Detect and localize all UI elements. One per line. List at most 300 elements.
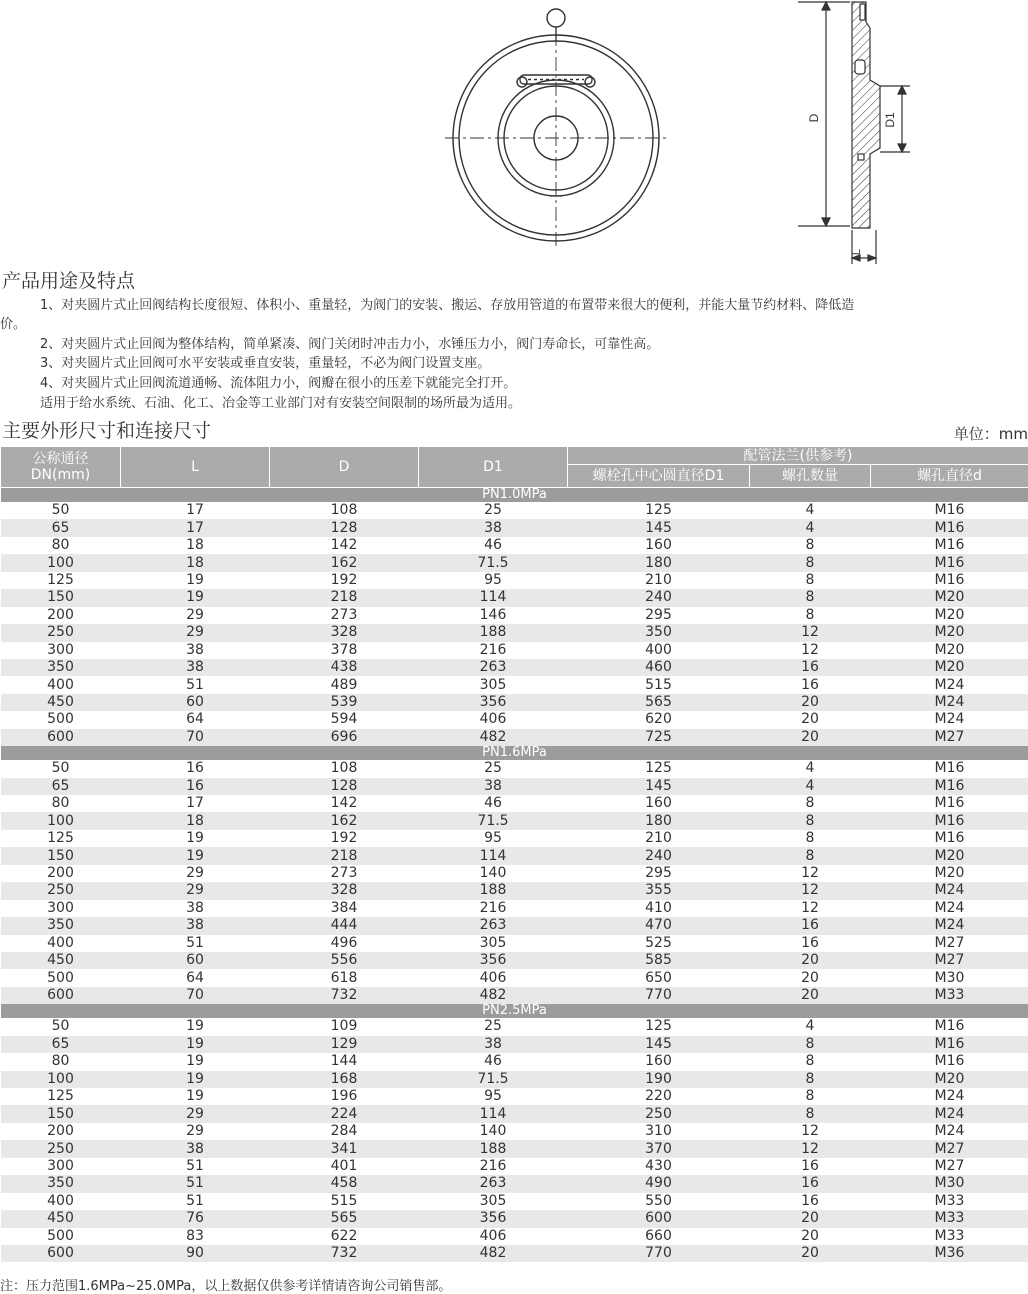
- table-cell: 384: [270, 900, 419, 917]
- table-cell: 400: [1, 676, 121, 693]
- table-cell: M36: [871, 1245, 1028, 1262]
- table-row: [1, 554, 1028, 571]
- header-d: D: [270, 447, 419, 488]
- pressure-group-label: PN1.0MPa: [1, 488, 1028, 503]
- table-cell: 594: [270, 711, 419, 728]
- table-cell: 8: [750, 1088, 871, 1105]
- table-cell: 8: [750, 1105, 871, 1122]
- table-cell: 150: [1, 847, 121, 864]
- table-cell: 51: [121, 1158, 270, 1175]
- table-cell: 100: [1, 812, 121, 829]
- table-cell: M27: [871, 952, 1028, 969]
- table-cell: 350: [1, 659, 121, 676]
- table-cell: 29: [121, 1105, 270, 1122]
- table-row: [1, 900, 1028, 917]
- table-cell: M20: [871, 847, 1028, 864]
- table-cell: 65: [1, 778, 121, 795]
- footnote: 注：压力范围1.6MPa~25.0MPa，以上数据仅供参考详情请咨询公司销售部。: [0, 1275, 451, 1294]
- table-cell: 350: [1, 1175, 121, 1192]
- table-cell: 76: [121, 1210, 270, 1227]
- table-cell: 192: [270, 830, 419, 847]
- table-cell: 38: [419, 1036, 568, 1053]
- table-cell: 305: [419, 676, 568, 693]
- usage-p1: 1、对夹圆片式止回阀结构长度很短、体积小、重量轻，为阀门的安装、搬运、存放用管道的布置带来很大的便利，并能大量节约材料、降低造: [40, 297, 854, 315]
- table-cell: 400: [1, 935, 121, 952]
- table-row: [1, 659, 1028, 676]
- table-cell: 300: [1, 900, 121, 917]
- table-cell: 60: [121, 694, 270, 711]
- table-cell: 378: [270, 642, 419, 659]
- table-row: [1, 987, 1028, 1004]
- table-row: [1, 935, 1028, 952]
- table-cell: 38: [121, 1140, 270, 1157]
- table-row: [1, 537, 1028, 554]
- table-cell: 25: [419, 760, 568, 777]
- table-cell: 444: [270, 917, 419, 934]
- table-cell: 125: [568, 502, 750, 519]
- table-cell: 539: [270, 694, 419, 711]
- table-cell: 145: [568, 778, 750, 795]
- table-cell: 38: [121, 917, 270, 934]
- usage-p3: 3、对夹圆片式止回阀可水平安装或垂直安装，重量轻，不必为阀门设置支座。: [40, 355, 490, 373]
- table-cell: 370: [568, 1140, 750, 1157]
- table-cell: 142: [270, 795, 419, 812]
- table-cell: 482: [419, 987, 568, 1004]
- table-cell: M24: [871, 711, 1028, 728]
- table-cell: M24: [871, 1105, 1028, 1122]
- table-cell: 450: [1, 952, 121, 969]
- label-l: L: [851, 249, 863, 255]
- table-cell: 341: [270, 1140, 419, 1157]
- table-cell: 160: [568, 795, 750, 812]
- header-dn: [1, 447, 121, 488]
- pressure-group-label: PN1.6MPa: [1, 746, 1028, 760]
- pressure-group-label: PN2.5MPa: [1, 1004, 1028, 1018]
- table-cell: 240: [568, 589, 750, 606]
- table-cell: 162: [270, 812, 419, 829]
- table-cell: M20: [871, 865, 1028, 882]
- table-cell: 19: [121, 847, 270, 864]
- table-cell: M16: [871, 554, 1028, 571]
- table-row: [1, 1210, 1028, 1227]
- table-cell: M24: [871, 1123, 1028, 1140]
- table-cell: 460: [568, 659, 750, 676]
- table-cell: 16: [750, 659, 871, 676]
- table-row: [1, 1036, 1028, 1053]
- table-cell: 8: [750, 1053, 871, 1070]
- table-cell: 109: [270, 1018, 419, 1035]
- side-view: [798, 2, 910, 264]
- label-d: D: [807, 113, 821, 122]
- table-cell: 284: [270, 1123, 419, 1140]
- table-cell: 16: [750, 1175, 871, 1192]
- table-row: [1, 1018, 1028, 1035]
- table-cell: 356: [419, 694, 568, 711]
- table-cell: 263: [419, 1175, 568, 1192]
- table-cell: 16: [750, 917, 871, 934]
- table-row: [1, 969, 1028, 986]
- table-row: [1, 1245, 1028, 1262]
- table-cell: 95: [419, 572, 568, 589]
- table-cell: 650: [568, 969, 750, 986]
- table-cell: 20: [750, 711, 871, 728]
- table-cell: 618: [270, 969, 419, 986]
- table-cell: 29: [121, 1123, 270, 1140]
- header-flange: 配管法兰(供参考): [568, 447, 1028, 465]
- table-cell: 8: [750, 847, 871, 864]
- table-cell: 29: [121, 624, 270, 641]
- table-cell: M33: [871, 1193, 1028, 1210]
- table-cell: 220: [568, 1088, 750, 1105]
- table-cell: 20: [750, 694, 871, 711]
- table-cell: 4: [750, 519, 871, 536]
- table-cell: 196: [270, 1088, 419, 1105]
- table-cell: 515: [568, 676, 750, 693]
- table-cell: 38: [419, 519, 568, 536]
- table-cell: 4: [750, 778, 871, 795]
- table-cell: 12: [750, 1140, 871, 1157]
- table-cell: M20: [871, 607, 1028, 624]
- table-cell: 406: [419, 969, 568, 986]
- table-cell: 70: [121, 729, 270, 746]
- table-cell: 458: [270, 1175, 419, 1192]
- table-row: [1, 778, 1028, 795]
- table-cell: 4: [750, 760, 871, 777]
- table-cell: 295: [568, 607, 750, 624]
- valve-technical-drawing: [0, 0, 1028, 268]
- table-row: [1, 1053, 1028, 1070]
- table-cell: 51: [121, 1175, 270, 1192]
- table-cell: M30: [871, 1175, 1028, 1192]
- table-cell: 188: [419, 624, 568, 641]
- table-cell: 240: [568, 847, 750, 864]
- dims-title: 主要外形尺寸和连接尺寸: [2, 420, 211, 442]
- table-cell: 216: [419, 900, 568, 917]
- table-cell: 401: [270, 1158, 419, 1175]
- table-cell: M24: [871, 900, 1028, 917]
- table-cell: 18: [121, 812, 270, 829]
- table-cell: 46: [419, 795, 568, 812]
- table-cell: M16: [871, 537, 1028, 554]
- table-cell: 20: [750, 969, 871, 986]
- table-cell: 585: [568, 952, 750, 969]
- table-cell: M24: [871, 917, 1028, 934]
- table-cell: 125: [568, 760, 750, 777]
- table-cell: M20: [871, 1071, 1028, 1088]
- table-cell: M20: [871, 659, 1028, 676]
- table-cell: 4: [750, 1018, 871, 1035]
- table-cell: 725: [568, 729, 750, 746]
- table-row: [1, 1105, 1028, 1122]
- table-cell: 4: [750, 502, 871, 519]
- table-cell: 300: [1, 1158, 121, 1175]
- table-cell: 350: [1, 917, 121, 934]
- table-cell: 144: [270, 1053, 419, 1070]
- table-cell: 273: [270, 607, 419, 624]
- table-cell: 51: [121, 676, 270, 693]
- table-cell: 450: [1, 694, 121, 711]
- table-cell: 500: [1, 969, 121, 986]
- table-cell: 16: [750, 935, 871, 952]
- table-cell: 770: [568, 987, 750, 1004]
- table-cell: 550: [568, 1193, 750, 1210]
- table-cell: M20: [871, 624, 1028, 641]
- table-cell: 622: [270, 1228, 419, 1245]
- table-row: [1, 519, 1028, 536]
- table-cell: 17: [121, 519, 270, 536]
- usage-p2: 2、对夹圆片式止回阀为整体结构，简单紧凑、阀门关闭时冲击力小，水锤压力小，阀门寿命长，可靠性高。: [40, 336, 659, 354]
- table-cell: 8: [750, 537, 871, 554]
- table-cell: 145: [568, 1036, 750, 1053]
- table-cell: 406: [419, 1228, 568, 1245]
- table-cell: 250: [1, 1140, 121, 1157]
- table-cell: 500: [1, 711, 121, 728]
- pressure-group-row: [1, 746, 1028, 760]
- table-cell: 29: [121, 882, 270, 899]
- table-row: [1, 917, 1028, 934]
- table-cell: 83: [121, 1228, 270, 1245]
- table-cell: 114: [419, 847, 568, 864]
- table-cell: M16: [871, 795, 1028, 812]
- table-cell: 71.5: [419, 1071, 568, 1088]
- table-cell: 192: [270, 572, 419, 589]
- table-cell: 400: [1, 1193, 121, 1210]
- table-row: [1, 624, 1028, 641]
- table-cell: 108: [270, 760, 419, 777]
- table-cell: 38: [419, 778, 568, 795]
- table-cell: 100: [1, 1071, 121, 1088]
- header-bolt-dia: 螺孔直径d: [871, 465, 1028, 488]
- table-cell: M24: [871, 1088, 1028, 1105]
- table-cell: 8: [750, 589, 871, 606]
- table-cell: 125: [1, 830, 121, 847]
- table-cell: 263: [419, 917, 568, 934]
- table-cell: 29: [121, 607, 270, 624]
- table-cell: 71.5: [419, 812, 568, 829]
- table-row: [1, 642, 1028, 659]
- table-cell: 188: [419, 1140, 568, 1157]
- table-cell: 356: [419, 952, 568, 969]
- table-cell: 732: [270, 1245, 419, 1262]
- table-cell: 8: [750, 1071, 871, 1088]
- table-cell: 356: [419, 1210, 568, 1227]
- table-cell: M16: [871, 830, 1028, 847]
- table-cell: M33: [871, 987, 1028, 1004]
- table-cell: 8: [750, 1036, 871, 1053]
- table-row: [1, 760, 1028, 777]
- table-cell: M27: [871, 729, 1028, 746]
- table-cell: 50: [1, 502, 121, 519]
- pressure-group-row: [1, 1004, 1028, 1018]
- table-cell: 406: [419, 711, 568, 728]
- table-cell: 108: [270, 502, 419, 519]
- table-cell: M33: [871, 1228, 1028, 1245]
- table-cell: M24: [871, 694, 1028, 711]
- table-body: [1, 488, 1028, 1263]
- table-cell: 125: [568, 1018, 750, 1035]
- table-cell: 482: [419, 1245, 568, 1262]
- table-cell: 600: [1, 729, 121, 746]
- table-cell: 19: [121, 1071, 270, 1088]
- table-cell: 500: [1, 1228, 121, 1245]
- table-cell: 18: [121, 554, 270, 571]
- table-cell: 80: [1, 537, 121, 554]
- table-cell: 51: [121, 1193, 270, 1210]
- table-cell: 128: [270, 778, 419, 795]
- table-cell: 8: [750, 795, 871, 812]
- table-row: [1, 676, 1028, 693]
- table-cell: 218: [270, 847, 419, 864]
- table-cell: 430: [568, 1158, 750, 1175]
- table-cell: 16: [750, 676, 871, 693]
- table-cell: 19: [121, 589, 270, 606]
- header-bolt-qty: 螺孔数量: [750, 465, 871, 488]
- table-cell: 489: [270, 676, 419, 693]
- table-cell: 620: [568, 711, 750, 728]
- table-row: [1, 830, 1028, 847]
- table-cell: 50: [1, 760, 121, 777]
- table-cell: M16: [871, 778, 1028, 795]
- table-cell: 19: [121, 572, 270, 589]
- table-cell: M27: [871, 1140, 1028, 1157]
- table-row: [1, 694, 1028, 711]
- table-cell: 140: [419, 1123, 568, 1140]
- table-cell: 19: [121, 1036, 270, 1053]
- table-cell: 16: [121, 778, 270, 795]
- usage-p5: 适用于给水系统、石油、化工、冶金等工业部门对有安装空间限制的场所最为适用。: [40, 395, 521, 413]
- table-cell: 210: [568, 830, 750, 847]
- table-cell: 16: [750, 1193, 871, 1210]
- table-row: [1, 1088, 1028, 1105]
- table-cell: 20: [750, 729, 871, 746]
- table-cell: 224: [270, 1105, 419, 1122]
- table-cell: 25: [419, 1018, 568, 1035]
- table-cell: M30: [871, 969, 1028, 986]
- table-cell: 200: [1, 1123, 121, 1140]
- table-cell: 350: [568, 624, 750, 641]
- table-cell: 38: [121, 659, 270, 676]
- table-row: [1, 1228, 1028, 1245]
- table-cell: 19: [121, 1018, 270, 1035]
- table-cell: 160: [568, 1053, 750, 1070]
- table-cell: 168: [270, 1071, 419, 1088]
- table-cell: 17: [121, 502, 270, 519]
- unit-label: 单位：mm: [954, 423, 1028, 444]
- table-cell: 470: [568, 917, 750, 934]
- table-cell: 12: [750, 882, 871, 899]
- table-cell: 64: [121, 711, 270, 728]
- table-cell: 20: [750, 1210, 871, 1227]
- table-cell: M33: [871, 1210, 1028, 1227]
- table-cell: 146: [419, 607, 568, 624]
- table-cell: 180: [568, 812, 750, 829]
- usage-title: 产品用途及特点: [2, 270, 135, 292]
- table-cell: 20: [750, 987, 871, 1004]
- table-row: [1, 882, 1028, 899]
- table-cell: 60: [121, 952, 270, 969]
- table-cell: 295: [568, 865, 750, 882]
- table-cell: 64: [121, 969, 270, 986]
- table-cell: 600: [1, 1245, 121, 1262]
- header-bolt-circle: 螺栓孔中心圆直径D1: [568, 465, 750, 488]
- table-cell: 410: [568, 900, 750, 917]
- table-cell: 12: [750, 865, 871, 882]
- table-cell: 660: [568, 1228, 750, 1245]
- table-cell: 218: [270, 589, 419, 606]
- table-cell: 38: [121, 900, 270, 917]
- table-cell: 250: [1, 882, 121, 899]
- table-row: [1, 1071, 1028, 1088]
- table-cell: 310: [568, 1123, 750, 1140]
- table-cell: 70: [121, 987, 270, 1004]
- table-cell: 250: [568, 1105, 750, 1122]
- table-cell: 8: [750, 607, 871, 624]
- table-cell: 20: [750, 1228, 871, 1245]
- label-d1: D1: [883, 112, 897, 128]
- table-cell: 696: [270, 729, 419, 746]
- table-row: [1, 952, 1028, 969]
- table-cell: 16: [750, 1158, 871, 1175]
- table-cell: M16: [871, 502, 1028, 519]
- table-cell: 50: [1, 1018, 121, 1035]
- table-row: [1, 1193, 1028, 1210]
- table-cell: 65: [1, 519, 121, 536]
- table-cell: M16: [871, 572, 1028, 589]
- table-cell: 114: [419, 589, 568, 606]
- table-cell: 128: [270, 519, 419, 536]
- table-cell: 12: [750, 624, 871, 641]
- table-cell: 51: [121, 935, 270, 952]
- table-cell: M24: [871, 676, 1028, 693]
- table-cell: 400: [568, 642, 750, 659]
- table-cell: 150: [1, 589, 121, 606]
- table-cell: 263: [419, 659, 568, 676]
- table-row: [1, 1123, 1028, 1140]
- table-cell: 8: [750, 812, 871, 829]
- pressure-group-row: [1, 488, 1028, 503]
- table-cell: 328: [270, 624, 419, 641]
- table-cell: 125: [1, 572, 121, 589]
- table-cell: M16: [871, 1053, 1028, 1070]
- table-cell: 438: [270, 659, 419, 676]
- table-cell: 565: [568, 694, 750, 711]
- table-cell: 140: [419, 865, 568, 882]
- table-cell: 200: [1, 865, 121, 882]
- table-cell: 732: [270, 987, 419, 1004]
- table-cell: 80: [1, 1053, 121, 1070]
- table-cell: 305: [419, 1193, 568, 1210]
- table-cell: 29: [121, 865, 270, 882]
- table-cell: 95: [419, 1088, 568, 1105]
- table-cell: 12: [750, 1123, 871, 1140]
- table-cell: 150: [1, 1105, 121, 1122]
- table-cell: 300: [1, 642, 121, 659]
- table-cell: 216: [419, 642, 568, 659]
- table-cell: 8: [750, 554, 871, 571]
- dimensions-table: [0, 446, 1028, 1262]
- table-cell: M16: [871, 812, 1028, 829]
- table-cell: 38: [121, 642, 270, 659]
- table-cell: 496: [270, 935, 419, 952]
- table-cell: 65: [1, 1036, 121, 1053]
- table-row: [1, 1158, 1028, 1175]
- header-d1: D1: [419, 447, 568, 488]
- table-cell: M16: [871, 1018, 1028, 1035]
- table-cell: 17: [121, 795, 270, 812]
- table-cell: 142: [270, 537, 419, 554]
- table-cell: 95: [419, 830, 568, 847]
- table-cell: M16: [871, 760, 1028, 777]
